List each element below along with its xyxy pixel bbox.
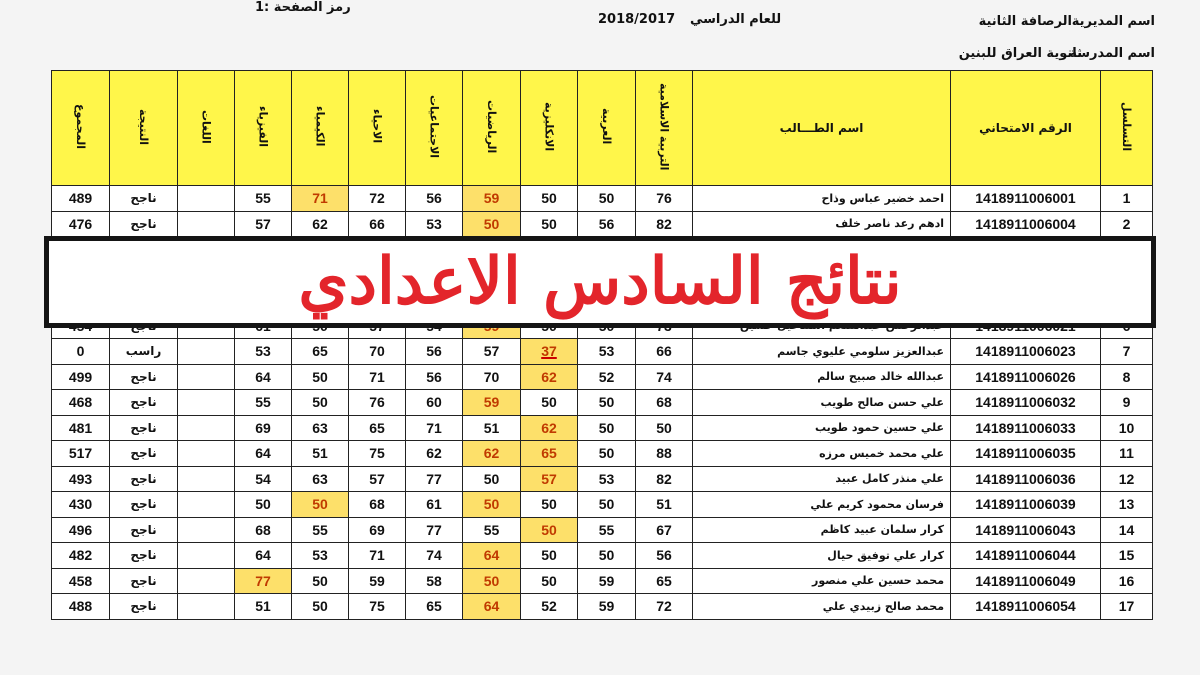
column-label: الانكليزية bbox=[542, 101, 556, 152]
cell-result: ناجح bbox=[110, 594, 178, 620]
cell-exam: 1418911006044 bbox=[951, 543, 1101, 569]
cell-islamic: 51 bbox=[636, 492, 693, 518]
cell-social: 77 bbox=[406, 466, 463, 492]
column-label: اللغات bbox=[199, 109, 213, 144]
header-islamic bbox=[636, 71, 693, 186]
cell-name: محمد حسين علي منصور bbox=[693, 568, 951, 594]
cell-biology: 71 bbox=[349, 543, 406, 569]
cell-physics: 50 bbox=[235, 492, 292, 518]
cell-physics: 51 bbox=[235, 594, 292, 620]
cell-social: 56 bbox=[406, 339, 463, 365]
cell-seq: 7 bbox=[1101, 339, 1153, 365]
header-result bbox=[110, 71, 178, 186]
cell-name: علي حسين حمود طويب bbox=[693, 415, 951, 441]
cell-math: 59 bbox=[463, 186, 521, 212]
cell-chemistry: 50 bbox=[292, 568, 349, 594]
cell-biology: 68 bbox=[349, 492, 406, 518]
table-header-row bbox=[52, 71, 1153, 186]
cell-languages bbox=[178, 186, 235, 212]
cell-languages bbox=[178, 390, 235, 416]
cell-arabic: 53 bbox=[578, 339, 636, 365]
cell-seq: 1 bbox=[1101, 186, 1153, 212]
cell-english: 50 bbox=[521, 492, 578, 518]
cell-languages bbox=[178, 364, 235, 390]
cell-name: كرار سلمان عبيد كاظم bbox=[693, 517, 951, 543]
cell-social: 56 bbox=[406, 186, 463, 212]
cell-math: 50 bbox=[463, 466, 521, 492]
cell-social: 62 bbox=[406, 441, 463, 467]
cell-english: 62 bbox=[521, 415, 578, 441]
cell-seq: 13 bbox=[1101, 492, 1153, 518]
cell-biology: 76 bbox=[349, 390, 406, 416]
cell-physics: 54 bbox=[235, 466, 292, 492]
column-label: الرياضيات bbox=[485, 99, 498, 154]
column-label: الرقم الامتحاني bbox=[979, 121, 1072, 135]
cell-name: علي منذر كامل عبيد bbox=[693, 466, 951, 492]
cell-math: 57 bbox=[463, 339, 521, 365]
cell-total: 496 bbox=[52, 517, 110, 543]
cell-english: 50 bbox=[521, 568, 578, 594]
school-value: ثانوية العراق للبنين bbox=[958, 46, 1082, 61]
cell-languages bbox=[178, 415, 235, 441]
cell-chemistry: 65 bbox=[292, 339, 349, 365]
cell-arabic: 52 bbox=[578, 364, 636, 390]
cell-seq: 8 bbox=[1101, 364, 1153, 390]
cell-exam: 1418911006032 bbox=[951, 390, 1101, 416]
cell-arabic: 53 bbox=[578, 466, 636, 492]
cell-chemistry: 50 bbox=[292, 390, 349, 416]
cell-total: 458 bbox=[52, 568, 110, 594]
cell-social: 61 bbox=[406, 492, 463, 518]
cell-total: 489 bbox=[52, 186, 110, 212]
cell-exam: 1418911006033 bbox=[951, 415, 1101, 441]
header-seq bbox=[1101, 71, 1153, 186]
cell-english: 52 bbox=[521, 594, 578, 620]
cell-math: 62 bbox=[463, 441, 521, 467]
cell-social: 74 bbox=[406, 543, 463, 569]
cell-physics: 64 bbox=[235, 364, 292, 390]
cell-social: 77 bbox=[406, 517, 463, 543]
cell-result: ناجح bbox=[110, 543, 178, 569]
column-label: الاحياء bbox=[370, 109, 384, 144]
cell-islamic: 56 bbox=[636, 543, 693, 569]
cell-social: 58 bbox=[406, 568, 463, 594]
cell-english: 37 bbox=[521, 339, 578, 365]
cell-islamic: 76 bbox=[636, 186, 693, 212]
cell-exam: 1418911006036 bbox=[951, 466, 1101, 492]
column-label: الكيمياء bbox=[313, 106, 327, 147]
cell-exam: 1418911006049 bbox=[951, 568, 1101, 594]
column-label: الاجتماعيات bbox=[427, 94, 441, 159]
cell-arabic: 50 bbox=[578, 441, 636, 467]
cell-total: 468 bbox=[52, 390, 110, 416]
cell-islamic: 72 bbox=[636, 594, 693, 620]
cell-physics: 69 bbox=[235, 415, 292, 441]
cell-chemistry: 62 bbox=[292, 211, 349, 237]
cell-biology: 57 bbox=[349, 466, 406, 492]
cell-seq: 2 bbox=[1101, 211, 1153, 237]
cell-islamic: 74 bbox=[636, 364, 693, 390]
cell-islamic: 88 bbox=[636, 441, 693, 467]
results-table bbox=[51, 70, 1153, 620]
header-arabic bbox=[578, 71, 636, 186]
cell-math: 64 bbox=[463, 594, 521, 620]
cell-biology: 70 bbox=[349, 339, 406, 365]
cell-physics: 68 bbox=[235, 517, 292, 543]
cell-islamic: 65 bbox=[636, 568, 693, 594]
cell-biology: 65 bbox=[349, 415, 406, 441]
cell-biology: 75 bbox=[349, 594, 406, 620]
cell-result: راسب bbox=[110, 339, 178, 365]
cell-languages bbox=[178, 517, 235, 543]
cell-arabic: 50 bbox=[578, 186, 636, 212]
cell-languages bbox=[178, 594, 235, 620]
cell-chemistry: 71 bbox=[292, 186, 349, 212]
cell-islamic: 50 bbox=[636, 415, 693, 441]
cell-arabic: 50 bbox=[578, 390, 636, 416]
table-row bbox=[52, 415, 1153, 441]
cell-arabic: 59 bbox=[578, 594, 636, 620]
column-label: التسلسل bbox=[1120, 101, 1133, 152]
column-label: الفيزياء bbox=[256, 105, 270, 148]
cell-math: 64 bbox=[463, 543, 521, 569]
cell-name: علي حسن صالح طويب bbox=[693, 390, 951, 416]
cell-total: 499 bbox=[52, 364, 110, 390]
school-label: اسم المدرسة bbox=[1069, 46, 1155, 61]
column-label: اسم الطـــالب bbox=[779, 121, 864, 135]
cell-result: ناجح bbox=[110, 364, 178, 390]
cell-exam: 1418911006054 bbox=[951, 594, 1101, 620]
cell-physics: 55 bbox=[235, 390, 292, 416]
table-row bbox=[52, 568, 1153, 594]
cell-languages bbox=[178, 568, 235, 594]
cell-name: كرار علي توفيق حيال bbox=[693, 543, 951, 569]
cell-arabic: 55 bbox=[578, 517, 636, 543]
cell-exam: 1418911006026 bbox=[951, 364, 1101, 390]
cell-math: 50 bbox=[463, 492, 521, 518]
cell-exam: 1418911006004 bbox=[951, 211, 1101, 237]
cell-physics: 64 bbox=[235, 543, 292, 569]
table-row bbox=[52, 466, 1153, 492]
cell-languages bbox=[178, 441, 235, 467]
cell-name: ادهم رعد ناصر خلف bbox=[693, 211, 951, 237]
header-student-name bbox=[693, 71, 951, 186]
cell-languages bbox=[178, 543, 235, 569]
page-code: رمز الصفحة :1 bbox=[255, 0, 351, 15]
cell-total: 488 bbox=[52, 594, 110, 620]
cell-english: 50 bbox=[521, 543, 578, 569]
cell-english: 62 bbox=[521, 364, 578, 390]
cell-english: 50 bbox=[521, 517, 578, 543]
cell-result: ناجح bbox=[110, 568, 178, 594]
cell-seq: 11 bbox=[1101, 441, 1153, 467]
cell-math: 51 bbox=[463, 415, 521, 441]
column-label: التربية الاسلامية bbox=[657, 82, 671, 171]
cell-languages bbox=[178, 211, 235, 237]
header-total bbox=[52, 71, 110, 186]
cell-physics: 77 bbox=[235, 568, 292, 594]
cell-biology: 75 bbox=[349, 441, 406, 467]
cell-total: 481 bbox=[52, 415, 110, 441]
cell-total: 430 bbox=[52, 492, 110, 518]
cell-chemistry: 51 bbox=[292, 441, 349, 467]
cell-math: 50 bbox=[463, 568, 521, 594]
cell-chemistry: 63 bbox=[292, 466, 349, 492]
table-row bbox=[52, 364, 1153, 390]
cell-math: 55 bbox=[463, 517, 521, 543]
cell-social: 56 bbox=[406, 364, 463, 390]
school-year-label: للعام الدراسي bbox=[690, 12, 782, 27]
cell-exam: 1418911006039 bbox=[951, 492, 1101, 518]
cell-seq: 9 bbox=[1101, 390, 1153, 416]
banner-title: نتائج السادس الاعدادي bbox=[298, 244, 902, 319]
cell-biology: 66 bbox=[349, 211, 406, 237]
cell-languages bbox=[178, 492, 235, 518]
cell-result: ناجح bbox=[110, 415, 178, 441]
column-label: المجموع bbox=[74, 104, 87, 149]
table-row bbox=[52, 339, 1153, 365]
cell-result: ناجح bbox=[110, 441, 178, 467]
table-row bbox=[52, 441, 1153, 467]
table-row bbox=[52, 492, 1153, 518]
table-row bbox=[52, 594, 1153, 620]
cell-seq: 14 bbox=[1101, 517, 1153, 543]
cell-chemistry: 50 bbox=[292, 364, 349, 390]
column-label: العربية bbox=[600, 108, 613, 145]
directorate-value: الرصافة الثانية bbox=[978, 14, 1072, 29]
table-row bbox=[52, 543, 1153, 569]
cell-result: ناجح bbox=[110, 492, 178, 518]
cell-exam: 1418911006001 bbox=[951, 186, 1101, 212]
cell-seq: 16 bbox=[1101, 568, 1153, 594]
cell-total: 0 bbox=[52, 339, 110, 365]
cell-arabic: 56 bbox=[578, 211, 636, 237]
cell-english: 65 bbox=[521, 441, 578, 467]
cell-exam: 1418911006023 bbox=[951, 339, 1101, 365]
cell-arabic: 50 bbox=[578, 415, 636, 441]
cell-math: 50 bbox=[463, 211, 521, 237]
cell-physics: 55 bbox=[235, 186, 292, 212]
cell-physics: 64 bbox=[235, 441, 292, 467]
cell-seq: 17 bbox=[1101, 594, 1153, 620]
cell-total: 493 bbox=[52, 466, 110, 492]
cell-languages bbox=[178, 466, 235, 492]
cell-languages bbox=[178, 339, 235, 365]
table-row bbox=[52, 186, 1153, 212]
cell-english: 57 bbox=[521, 466, 578, 492]
table-row bbox=[52, 517, 1153, 543]
cell-english: 50 bbox=[521, 211, 578, 237]
header-math bbox=[463, 71, 521, 186]
cell-islamic: 67 bbox=[636, 517, 693, 543]
cell-total: 482 bbox=[52, 543, 110, 569]
cell-result: ناجح bbox=[110, 466, 178, 492]
column-label: النتيجة bbox=[137, 108, 150, 145]
cell-chemistry: 50 bbox=[292, 594, 349, 620]
header-physics bbox=[235, 71, 292, 186]
cell-name: عبدالله خالد صبيح سالم bbox=[693, 364, 951, 390]
cell-result: ناجح bbox=[110, 517, 178, 543]
cell-arabic: 50 bbox=[578, 543, 636, 569]
cell-arabic: 59 bbox=[578, 568, 636, 594]
cell-seq: 10 bbox=[1101, 415, 1153, 441]
header-chemistry bbox=[292, 71, 349, 186]
cell-english: 50 bbox=[521, 186, 578, 212]
cell-chemistry: 55 bbox=[292, 517, 349, 543]
cell-math: 70 bbox=[463, 364, 521, 390]
cell-islamic: 68 bbox=[636, 390, 693, 416]
cell-physics: 53 bbox=[235, 339, 292, 365]
cell-islamic: 82 bbox=[636, 211, 693, 237]
cell-islamic: 82 bbox=[636, 466, 693, 492]
cell-exam: 1418911006043 bbox=[951, 517, 1101, 543]
header-languages bbox=[178, 71, 235, 186]
cell-name: فرسان محمود كريم علي bbox=[693, 492, 951, 518]
cell-seq: 12 bbox=[1101, 466, 1153, 492]
header-english bbox=[521, 71, 578, 186]
cell-biology: 59 bbox=[349, 568, 406, 594]
cell-chemistry: 53 bbox=[292, 543, 349, 569]
cell-result: ناجح bbox=[110, 186, 178, 212]
cell-social: 71 bbox=[406, 415, 463, 441]
cell-social: 53 bbox=[406, 211, 463, 237]
cell-biology: 71 bbox=[349, 364, 406, 390]
results-banner bbox=[44, 236, 1156, 328]
cell-physics: 57 bbox=[235, 211, 292, 237]
cell-islamic: 66 bbox=[636, 339, 693, 365]
cell-english: 50 bbox=[521, 390, 578, 416]
cell-seq: 15 bbox=[1101, 543, 1153, 569]
directorate-label: اسم المديرية bbox=[1071, 14, 1155, 29]
cell-arabic: 50 bbox=[578, 492, 636, 518]
cell-name: عبدالعزيز سلومي عليوي جاسم bbox=[693, 339, 951, 365]
cell-chemistry: 63 bbox=[292, 415, 349, 441]
cell-result: ناجح bbox=[110, 211, 178, 237]
cell-name: محمد صالح زبيدي علي bbox=[693, 594, 951, 620]
cell-name: علي محمد خميس مرزه bbox=[693, 441, 951, 467]
school-year-value: 2018/2017 bbox=[598, 12, 676, 27]
header-exam-number bbox=[951, 71, 1101, 186]
cell-chemistry: 50 bbox=[292, 492, 349, 518]
cell-social: 60 bbox=[406, 390, 463, 416]
cell-social: 65 bbox=[406, 594, 463, 620]
header-biology bbox=[349, 71, 406, 186]
cell-biology: 69 bbox=[349, 517, 406, 543]
cell-biology: 72 bbox=[349, 186, 406, 212]
cell-total: 476 bbox=[52, 211, 110, 237]
cell-result: ناجح bbox=[110, 390, 178, 416]
table-row bbox=[52, 211, 1153, 237]
table-row bbox=[52, 390, 1153, 416]
cell-name: احمد خضير عباس وذاح bbox=[693, 186, 951, 212]
cell-math: 59 bbox=[463, 390, 521, 416]
cell-exam: 1418911006035 bbox=[951, 441, 1101, 467]
header-social bbox=[406, 71, 463, 186]
cell-total: 517 bbox=[52, 441, 110, 467]
